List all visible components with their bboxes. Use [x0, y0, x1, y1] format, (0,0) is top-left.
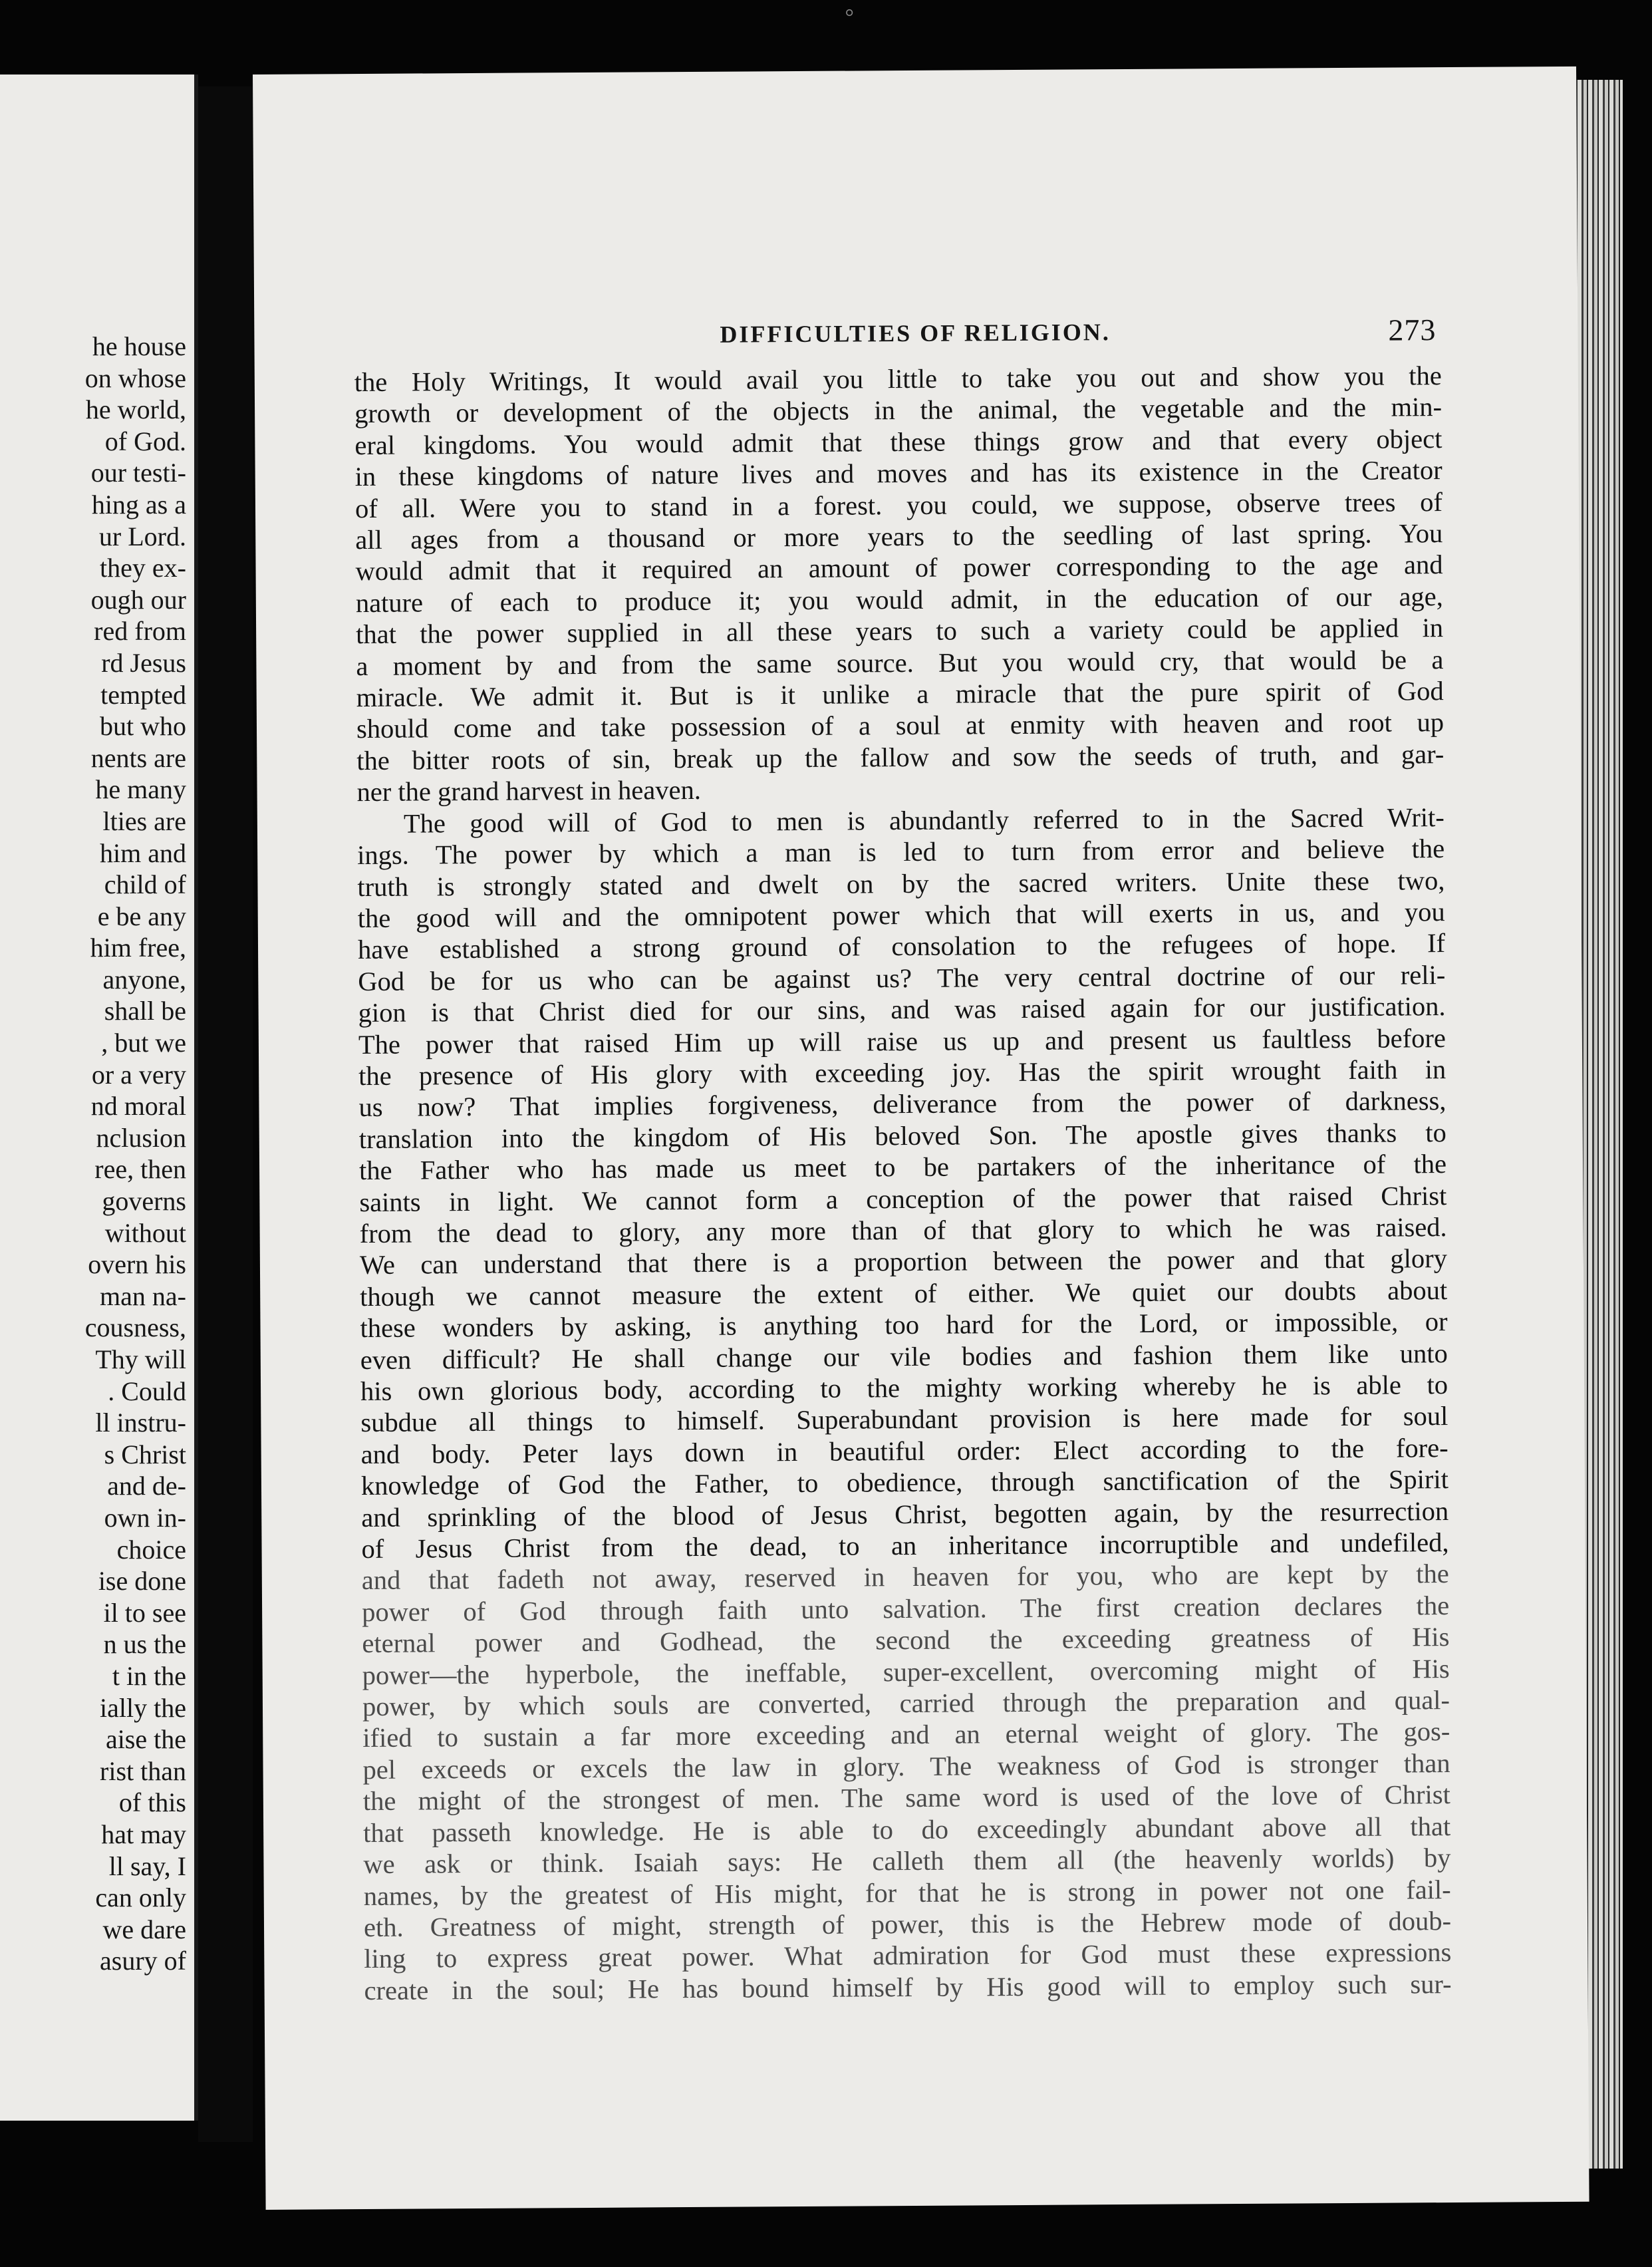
- body-line: names, by the greatest of His might, for that he is strong in power not one fail-: [363, 1874, 1451, 1911]
- left-page-line: of God.: [104, 426, 186, 456]
- body-line: have established a strong ground of consolation to the refugees of hope. If: [357, 928, 1446, 965]
- left-page-line: ll instru-: [95, 1408, 186, 1438]
- left-page-line: choice: [116, 1534, 186, 1565]
- body-line: The power that raised Him up will raise us up and present us faultless before: [358, 1022, 1446, 1060]
- body-line: ings. The power by which a man is led to turn from error and believe the: [357, 833, 1445, 871]
- left-page-line: ll say, I: [108, 1851, 186, 1881]
- body-line: from the dead to glory, any more than of that glory to which he was raised.: [359, 1212, 1447, 1249]
- left-page-line: il to see: [103, 1597, 186, 1628]
- body-line: miracle. We admit it. But is it unlike a miracle that the pure spirit of God: [356, 676, 1444, 713]
- left-page-line: n us the: [103, 1629, 186, 1660]
- scan-artifact: ⚪: [843, 5, 856, 22]
- left-page-line: Thy will: [95, 1344, 186, 1374]
- left-page-line: hing as a: [91, 489, 186, 520]
- body-line: even difficult? He shall change our vile bodies and fashion them like unto: [360, 1338, 1448, 1375]
- body-line: growth or development of the objects in the animal, the vegetable and the min-: [354, 392, 1443, 429]
- left-page-line: ise done: [98, 1566, 186, 1596]
- body-line: ner the grand harvest in heaven.: [356, 775, 702, 808]
- body-line: and that fadeth not away, reserved in heaven for you, who are kept by the: [361, 1559, 1449, 1596]
- body-line: subdue all things to himself. Superabundant provision is here made for soul: [360, 1401, 1448, 1438]
- left-page-line: him and: [100, 837, 186, 868]
- body-text: [354, 360, 1452, 2006]
- left-page-line: cousness,: [84, 1312, 186, 1343]
- body-line: pel exceeds or excels the law in glory. The weakness of God is stronger than: [362, 1747, 1450, 1785]
- left-page-line: , but we: [101, 1028, 186, 1058]
- left-page-line: our testi-: [90, 458, 186, 488]
- body-line: we ask or think. Isaiah says: He calleth them all (the heavenly worlds) by: [363, 1843, 1451, 1880]
- left-page-line: own in-: [104, 1502, 186, 1533]
- body-line: We can understand that there is a proportion between the power and that glory: [359, 1243, 1448, 1281]
- body-line: ified to sustain a far more exceeding and an eternal weight of glory. The gos-: [362, 1716, 1450, 1753]
- left-page-line: ur Lord.: [98, 521, 186, 551]
- left-page-line: hat may: [101, 1819, 186, 1849]
- body-line: these wonders by asking, is anything too hard for the Lord, or impossible, or: [360, 1306, 1448, 1344]
- left-page-line: man na-: [100, 1281, 186, 1311]
- book-gutter: [198, 86, 253, 2142]
- left-page-line: nclusion: [96, 1122, 186, 1153]
- left-page-line: he world,: [85, 394, 186, 425]
- body-line: gion is that Christ died for our sins, and was raised again for our justification.: [358, 991, 1446, 1028]
- left-page-text: [85, 331, 186, 1977]
- body-line: that passeth knowledge. He is able to do exceedingly abundant above all that: [363, 1811, 1451, 1848]
- left-page-line: on whose: [84, 363, 186, 393]
- body-line: eternal power and Godhead, the second the exceeding greatness of His: [362, 1622, 1450, 1659]
- body-line: The good will of God to men is abundantly referred to in the Sacred Writ-: [403, 802, 1445, 839]
- body-line: us now? That implies forgiveness, deliverance from the power of darkness,: [358, 1086, 1446, 1123]
- left-page-line: nd moral: [90, 1091, 186, 1122]
- left-page-line: and de-: [107, 1471, 186, 1501]
- left-page-line: he house: [92, 331, 186, 361]
- body-line: ling to express great power. What admiration for God must these expressions: [364, 1937, 1452, 1974]
- left-page-line: ially the: [100, 1692, 186, 1723]
- body-line: God be for us who can be against us? The very central doctrine of our reli-: [358, 959, 1446, 996]
- body-line: his own glorious body, according to the mighty working whereby he is able to: [360, 1370, 1448, 1407]
- body-line: power—the hyperbole, the ineffable, super-excellent, overcoming might of His: [362, 1653, 1450, 1690]
- left-page-line: or a very: [91, 1059, 186, 1090]
- right-page: [253, 67, 1589, 2210]
- body-line: eth. Greatness of might, strength of power, this is the Hebrew mode of doub-: [363, 1905, 1452, 1942]
- body-line: the Father who has made us meet to be partakers of the inheritance of the: [358, 1149, 1447, 1186]
- body-line: knowledge of God the Father, to obedience, through sanctification of the Spirit: [360, 1464, 1449, 1501]
- left-page-line: we dare: [102, 1914, 186, 1944]
- left-page-line: aise the: [105, 1724, 186, 1755]
- left-page-line: but who: [100, 711, 186, 742]
- left-page-line: can only: [95, 1883, 186, 1913]
- body-line: power of God through faith unto salvation. The first creation declares the: [361, 1590, 1450, 1627]
- body-line: truth is strongly stated and dwelt on by the sacred writers. Unite these two,: [357, 865, 1445, 902]
- body-line: in these kingdoms of nature lives and moves and has its existence in the Creator: [354, 455, 1443, 492]
- running-head: [720, 315, 1584, 349]
- left-page-line: rist than: [100, 1755, 186, 1786]
- body-line: the Holy Writings, It would avail you little to take you out and show you the: [354, 361, 1442, 398]
- body-line: power, by which souls are converted, carried through the preparation and qual-: [362, 1685, 1450, 1722]
- left-page-line: anyone,: [102, 964, 186, 994]
- body-line: saints in light. We cannot form a conception of the power that raised Christ: [359, 1180, 1447, 1217]
- body-line: the might of the strongest of men. The same word is used of the love of Christ: [362, 1779, 1450, 1817]
- body-line: the presence of His glory with exceeding joy. Has the spirit wrought faith in: [358, 1054, 1446, 1091]
- body-line: the bitter roots of sin, break up the fallow and sow the seeds of truth, and gar-: [356, 738, 1445, 776]
- left-page-line: ree, then: [94, 1154, 186, 1185]
- body-line: the good will and the omnipotent power which that will exerts in us, and you: [357, 896, 1445, 933]
- body-line: all ages from a thousand or more years to the seedling of last spring. You: [355, 518, 1443, 555]
- left-page-line: . Could: [108, 1376, 186, 1406]
- body-line: that the power supplied in all these years to such a variety could be applied in: [356, 613, 1444, 650]
- body-line: translation into the kingdom of His beloved Son. The apostle gives thanks to: [358, 1117, 1446, 1154]
- left-page-line: tempted: [100, 679, 186, 710]
- body-line: eral kingdoms. You would admit that these things grow and that every object: [354, 423, 1443, 460]
- left-page-line: rd Jesus: [101, 647, 186, 678]
- body-line: and sprinkling of the blood of Jesus Christ, begotten again, by the resurrection: [361, 1495, 1449, 1533]
- left-page-line: t in the: [112, 1660, 186, 1691]
- left-page-line: s Christ: [104, 1439, 186, 1469]
- left-page-line: overn his: [88, 1249, 186, 1280]
- body-line: nature of each to produce it; you would admit, in the education of our age,: [355, 581, 1443, 618]
- body-line: create in the soul; He has bound himself by His good will to employ such sur-: [364, 1968, 1452, 2006]
- left-page-line: lties are: [102, 806, 186, 836]
- left-page-line: him free,: [90, 933, 186, 963]
- body-line: and body. Peter lays down in beautiful order: Elect according to the fore-: [360, 1432, 1448, 1469]
- left-page-line: governs: [102, 1186, 186, 1217]
- running-head-title: DIFFICULTIES OF RELIGION.: [720, 319, 1111, 348]
- left-page-line: of this: [118, 1787, 186, 1818]
- left-page-line: nents are: [90, 742, 186, 773]
- left-page-line: they ex-: [100, 553, 186, 583]
- body-line: would admit that it required an amount of power corresponding to the age and: [355, 549, 1443, 587]
- left-page-line: red from: [94, 616, 186, 647]
- left-page-line: e be any: [97, 901, 186, 931]
- page-number: 273: [1388, 313, 1437, 347]
- left-page: [0, 75, 198, 2121]
- left-page-line: child of: [104, 869, 186, 900]
- left-page-line: shall be: [104, 996, 186, 1026]
- body-line: of all. Were you to stand in a forest. you could, we suppose, observe trees of: [354, 486, 1443, 524]
- left-page-line: he many: [95, 774, 186, 805]
- left-page-line: ough our: [90, 584, 186, 615]
- left-page-line: without: [104, 1217, 186, 1248]
- left-page-line: asury of: [100, 1946, 186, 1976]
- body-line: though we cannot measure the extent of either. We quiet our doubts about: [360, 1275, 1448, 1312]
- body-line: should come and take possession of a soul at enmity with heaven and root up: [356, 707, 1445, 744]
- body-line: of Jesus Christ from the dead, to an inheritance incorruptible and undefiled,: [361, 1527, 1449, 1565]
- body-line: a moment by and from the same source. But you would cry, that would be a: [356, 644, 1444, 681]
